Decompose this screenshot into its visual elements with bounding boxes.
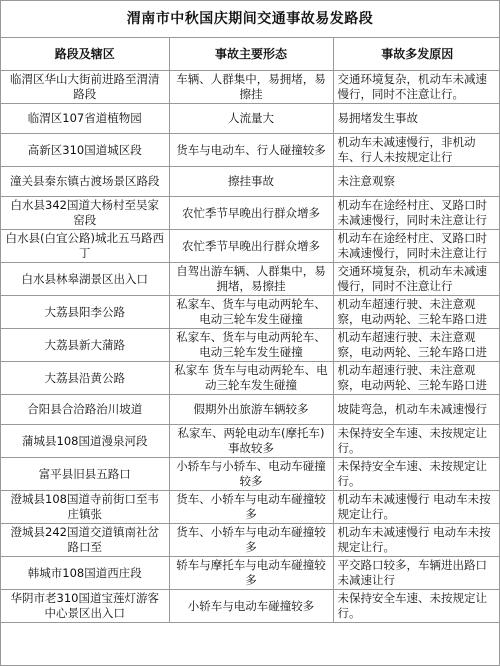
table-row xyxy=(1,134,500,167)
table-row xyxy=(1,395,500,425)
road-cell: 大荔县沿黄公路 xyxy=(1,362,169,395)
road-cell: 澄城县242国道交道镇南社岔路口至 xyxy=(1,524,169,557)
form-cell: 私家车、货车与电动两轮车、电动三轮车发生碰撞 xyxy=(169,296,333,329)
cause-cell: 未保持安全车速、未按规定让行。 xyxy=(333,425,500,458)
form-cell: 假期外出旅游车辆较多 xyxy=(169,395,333,425)
form-cell: 擦挂事故 xyxy=(169,167,333,197)
form-cell: 自驾出游车辆、人群集中，易拥堵，易擦挂 xyxy=(169,263,333,296)
cause-cell: 机动车超速行驶、未注意观察，电动两轮、三轮车路口进 xyxy=(333,329,500,362)
cause-cell: 未注意观察 xyxy=(333,167,500,197)
road-cell: 潼关县秦东镇古渡场景区路段 xyxy=(1,167,169,197)
road-cell: 高新区310国道城区段 xyxy=(1,134,169,167)
table-row xyxy=(1,263,500,296)
road-cell: 澄城县108国道寺前街口至韦庄镇张 xyxy=(1,491,169,524)
cause-cell: 未保持安全车速、未按规定让行。 xyxy=(333,590,500,623)
cause-cell: 机动车在途经村庄、叉路口时未减速慢行，同时未注意让行 xyxy=(333,197,500,230)
header-road: 路段及辖区 xyxy=(1,38,169,71)
table-header-row xyxy=(1,38,500,71)
form-cell: 私家车、两轮电动车(摩托车)事故较多 xyxy=(169,425,333,458)
road-cell: 白水县342国道大杨村至吴家窑段 xyxy=(1,197,169,230)
table-row xyxy=(1,104,500,134)
road-cell: 临渭区107省道植物园 xyxy=(1,104,169,134)
road-cell: 大荔县阳李公路 xyxy=(1,296,169,329)
table-row xyxy=(1,590,500,623)
accident-table xyxy=(1,38,500,623)
table-row xyxy=(1,425,500,458)
form-cell: 车辆、人群集中，易拥堵，易擦挂 xyxy=(169,71,333,104)
table-row xyxy=(1,71,500,104)
cause-cell: 机动车在途经村庄、叉路口时未减速慢行，同时未注意让行 xyxy=(333,230,500,263)
form-cell: 农忙季节早晚出行群众增多 xyxy=(169,230,333,263)
cause-cell: 交通环境复杂，机动车未减速慢行，同时不注意让行 xyxy=(333,263,500,296)
table-row xyxy=(1,167,500,197)
table-row xyxy=(1,458,500,491)
cause-cell: 机动车未减速慢行 电动车未按规定让行。 xyxy=(333,491,500,524)
road-cell: 白水县(白宜公路)城北五马路西丁 xyxy=(1,230,169,263)
cause-cell: 机动车未减速慢行，非机动车、行人未按规定让行 xyxy=(333,134,500,167)
road-cell: 白水县林皋湖景区出入口 xyxy=(1,263,169,296)
cause-cell: 未保持安全车速、未按规定让行。 xyxy=(333,458,500,491)
cause-cell: 机动车超速行驶、未注意观察，电动两轮、三轮车路口进 xyxy=(333,296,500,329)
table-row xyxy=(1,329,500,362)
cause-cell: 坡陡弯急，机动车未减速慢行 xyxy=(333,395,500,425)
table-row xyxy=(1,557,500,590)
table-row xyxy=(1,230,500,263)
road-cell: 韩城市108国道西庄段 xyxy=(1,557,169,590)
form-cell: 货车、小轿车与电动车碰撞较多 xyxy=(169,524,333,557)
page-title: 渭南市中秋国庆期间交通事故易发路段 xyxy=(1,1,499,38)
header-cause: 事故多发原因 xyxy=(333,38,500,71)
table-row xyxy=(1,362,500,395)
road-cell: 富平县旧县五路口 xyxy=(1,458,169,491)
form-cell: 私家车、货车与电动两轮车、电动三轮车发生碰撞 xyxy=(169,329,333,362)
table-row xyxy=(1,296,500,329)
cause-cell: 交通环境复杂，机动车未减速慢行，同时不注意让行。 xyxy=(333,71,500,104)
form-cell: 小轿车与小轿车、电动车碰撞较多 xyxy=(169,458,333,491)
road-cell: 大荔县新大蒲路 xyxy=(1,329,169,362)
table-row xyxy=(1,524,500,557)
header-form: 事故主要形态 xyxy=(169,38,333,71)
form-cell: 货车与电动车、行人碰撞较多 xyxy=(169,134,333,167)
cause-cell: 平交路口较多，车辆进出路口未减速让行 xyxy=(333,557,500,590)
table-row xyxy=(1,491,500,524)
road-cell: 蒲城县108国道漫泉河段 xyxy=(1,425,169,458)
table-body xyxy=(1,71,500,623)
form-cell: 货车、小轿车与电动车碰撞较多 xyxy=(169,491,333,524)
form-cell: 轿车与摩托车与电动车碰撞较多 xyxy=(169,557,333,590)
cause-cell: 机动车超速行驶、未注意观察，电动两轮、三轮车路口进 xyxy=(333,362,500,395)
form-cell: 农忙季节早晚出行群众增多 xyxy=(169,197,333,230)
table-row xyxy=(1,197,500,230)
cause-cell: 易拥堵发生事故 xyxy=(333,104,500,134)
road-cell: 华阴市老310国道宝莲灯游客中心景区出入口 xyxy=(1,590,169,623)
road-cell: 合阳县合洽路治川坡道 xyxy=(1,395,169,425)
form-cell: 人流量大 xyxy=(169,104,333,134)
form-cell: 小轿车与电动车碰撞较多 xyxy=(169,590,333,623)
cause-cell: 机动车未减速慢行 电动车未按规定让行。 xyxy=(333,524,500,557)
road-cell: 临渭区华山大街前进路至渭清路段 xyxy=(1,71,169,104)
form-cell: 私家车 货车与电动两轮车、电动三轮车发生碰撞 xyxy=(169,362,333,395)
